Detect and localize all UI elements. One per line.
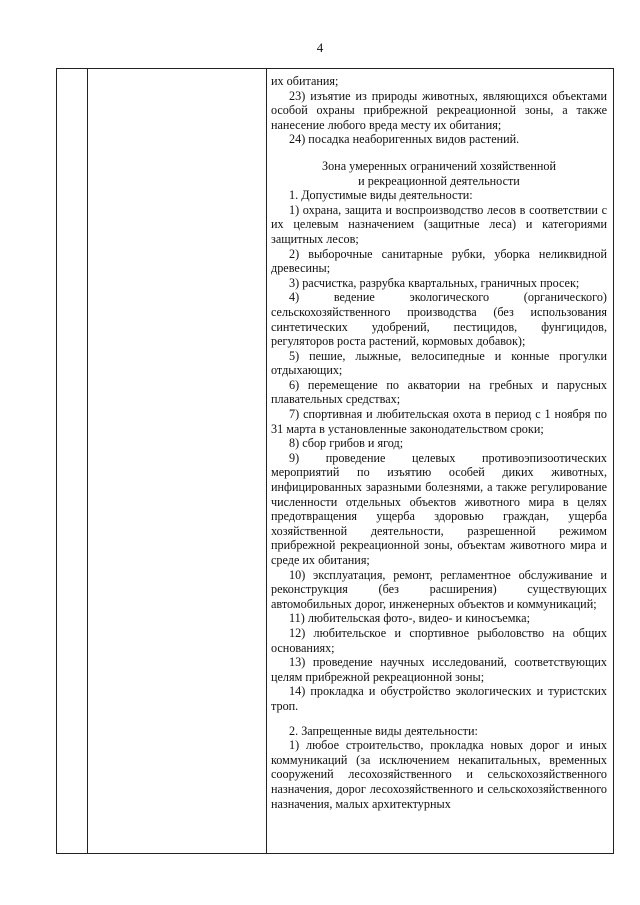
list-item: 1) любое строительство, прокладка новых дорог и иных коммуникаций (за исключением некапитальных, временных сооружений лесохозяйственного и сельскохозяйственного назначения, дорог лесохозяйственного и сельскохозяйственного назначения, малых архитектурных — [271, 738, 607, 811]
list-item: 9) проведение целевых противоэпизоотических мероприятий по изъятию особей диких животных, инфицированных заразными болезнями, а также регулирование численности отдельных объектов животного мира в целях предотвращения ущерба здоровью граждан, ущерба хозяйственной деятельности, разрешенной режимом прибрежной рекреационной зоны, объектам животного мира и среде их обитания; — [271, 450, 607, 567]
list-item: 14) прокладка и обустройство экологических и туристских троп. — [271, 684, 607, 713]
paragraph: их обитания; — [271, 74, 339, 88]
list-item: 12) любительское и спортивное рыболовство на общих основаниях; — [271, 625, 607, 655]
list-item: 3) расчистка, разрубка квартальных, граничных просек; — [289, 275, 580, 290]
paragraph: 24) посадка неаборигенных видов растений. — [289, 132, 520, 147]
list-item: 11) любительская фото-, видео- и киносъемка; — [289, 611, 530, 626]
list-item: 6) перемещение по акватории на гребных и парусных плавательных средствах; — [271, 377, 607, 407]
list-item: 2) выборочные санитарные рубки, уборка неликвидной древесины; — [271, 246, 607, 276]
regulation-table — [56, 68, 614, 854]
list-item: 1) охрана, защита и воспроизводство лесов в соответствии с их целевым назначением (защитные леса) и категориями защитных лесов; — [271, 202, 607, 246]
page-number: 4 — [316, 40, 324, 55]
list-item: 5) пешие, лыжные, велосипедные и конные прогулки отдыхающих; — [271, 348, 607, 378]
list-item: 13) проведение научных исследований, соответствующих целям прибрежной рекреационной зоны; — [271, 655, 607, 684]
column-divider — [266, 69, 267, 853]
zone-heading — [271, 159, 607, 188]
zone-heading-line: и рекреационной деятельности — [358, 173, 520, 188]
spacer — [271, 714, 607, 724]
zone-heading-line: Зона умеренных ограничений хозяйственной — [321, 158, 557, 173]
list-item: 10) эксплуатация, ремонт, регламентное обслуживание и реконструкция (без расширения) существующих автомобильных дорог, инженерных объектов и коммуникаций; — [271, 567, 607, 611]
section-title: 2. Запрещенные виды деятельности: — [289, 723, 478, 738]
list-item: 4) ведение экологического (органического) сельскохозяйственного производства (без использования синтетических удобрений, пестицидов, фунгицидов, регуляторов роста растений, кормовых добавок); — [271, 290, 607, 349]
section-title: 1. Допустимые виды деятельности: — [289, 188, 473, 203]
table-text-cell — [271, 74, 607, 811]
column-divider — [87, 69, 88, 853]
list-item: 7) спортивная и любительская охота в период с 1 ноября по 31 марта в установленные законодательством сроки; — [271, 407, 607, 436]
paragraph: 23) изъятие из природы животных, являющихся объектами особой охраны прибрежной рекреационной зоны, а также нанесение любого вреда месту их обитания; — [271, 88, 607, 132]
list-item: 8) сбор грибов и ягод; — [289, 436, 404, 451]
